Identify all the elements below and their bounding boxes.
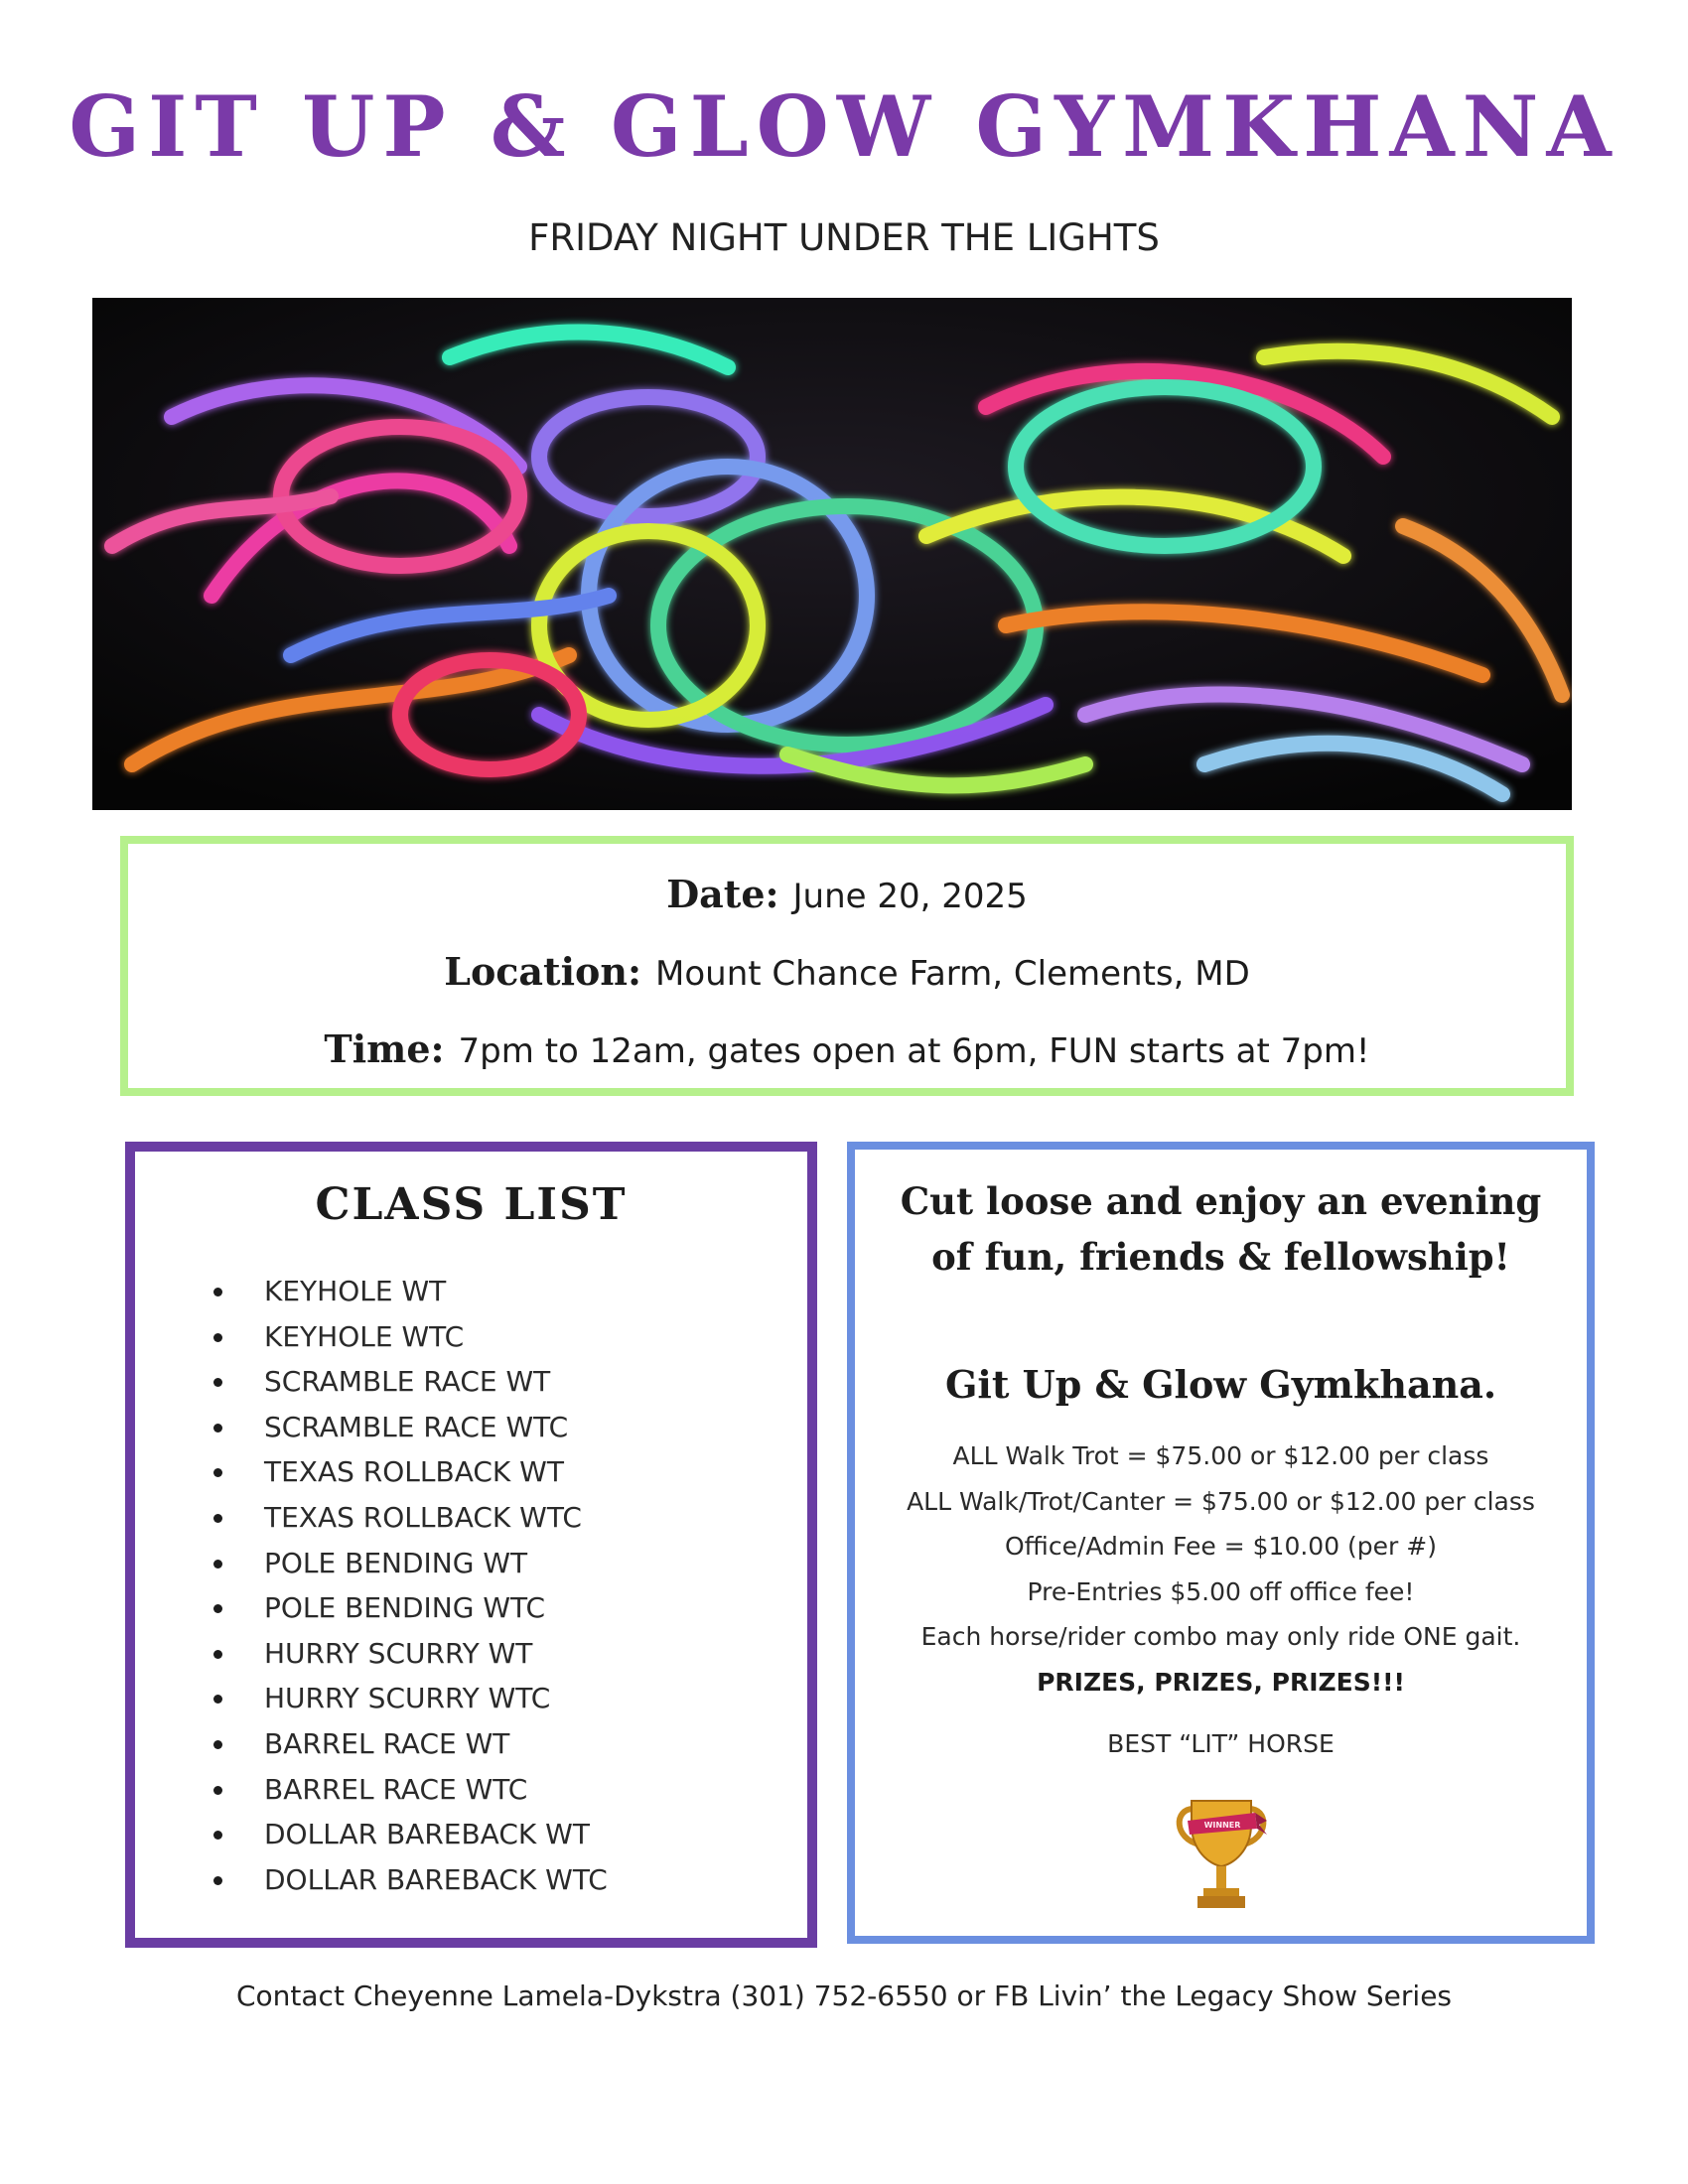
time-label: Time: <box>324 1026 445 1071</box>
list-item: SCRAMBLE RACE WT <box>135 1359 608 1405</box>
time-value: 7pm to 12am, gates open at 6pm, FUN starts at 7pm! <box>458 1031 1370 1071</box>
fee-walk-trot: ALL Walk Trot = $75.00 or $12.00 per class <box>952 1441 1489 1470</box>
contact-line: Contact Cheyenne Lamela-Dykstra (301) 752-6550 or FB Livin’ the Legacy Show Series <box>235 1979 1453 2012</box>
list-item: KEYHOLE WT <box>135 1269 608 1314</box>
list-item: KEYHOLE WTC <box>135 1314 608 1360</box>
date-label: Date: <box>666 872 779 916</box>
best-lit-horse: BEST “LIT” HORSE <box>1107 1729 1335 1758</box>
list-item: POLE BENDING WTC <box>135 1585 608 1631</box>
class-list <box>135 1269 608 1902</box>
list-item: DOLLAR BAREBACK WTC <box>135 1857 608 1903</box>
list-item: DOLLAR BAREBACK WT <box>135 1812 608 1857</box>
event-date <box>128 872 1566 916</box>
gait-rule: Each horse/rider combo may only ride ONE gait. <box>920 1622 1521 1651</box>
fee-walk-trot-canter: ALL Walk/Trot/Canter = $75.00 or $12.00 per class <box>907 1487 1535 1516</box>
list-item: BARREL RACE WT <box>135 1721 608 1767</box>
list-item: TEXAS ROLLBACK WTC <box>135 1495 608 1541</box>
trophy-ribbon-label: WINNER <box>1203 1821 1241 1830</box>
list-item: POLE BENDING WT <box>135 1541 608 1586</box>
location-value: Mount Chance Farm, Clements, MD <box>655 954 1250 994</box>
list-item: TEXAS ROLLBACK WT <box>135 1449 608 1495</box>
trophy-icon <box>1170 1795 1273 1914</box>
list-item: HURRY SCURRY WT <box>135 1631 608 1677</box>
page-title: GIT UP & GLOW GYMKHANA <box>69 77 1619 176</box>
date-value: June 20, 2025 <box>792 877 1028 916</box>
prizes-text: PRIZES, PRIZES, PRIZES!!! <box>1037 1668 1405 1697</box>
list-item: BARREL RACE WTC <box>135 1767 608 1813</box>
event-time <box>128 1026 1566 1071</box>
class-list-title: CLASS LIST <box>315 1179 628 1230</box>
list-item: HURRY SCURRY WTC <box>135 1676 608 1721</box>
promo-headline: Cut loose and enjoy an evening of fun, friends & fellowship! <box>900 1179 1542 1279</box>
event-location <box>128 949 1566 994</box>
pre-entries-discount: Pre-Entries $5.00 off office fee! <box>1027 1577 1415 1606</box>
location-label: Location: <box>444 949 642 994</box>
promo-title: Git Up & Glow Gymkhana. <box>944 1362 1497 1407</box>
glow-sticks-photo <box>92 298 1572 810</box>
fee-office-admin: Office/Admin Fee = $10.00 (per #) <box>1005 1532 1437 1561</box>
class-list-box <box>125 1142 817 1948</box>
event-info-box <box>120 836 1574 1096</box>
list-item: SCRAMBLE RACE WTC <box>135 1405 608 1450</box>
promo-box <box>847 1142 1595 1944</box>
page-subtitle: FRIDAY NIGHT UNDER THE LIGHTS <box>528 216 1160 259</box>
